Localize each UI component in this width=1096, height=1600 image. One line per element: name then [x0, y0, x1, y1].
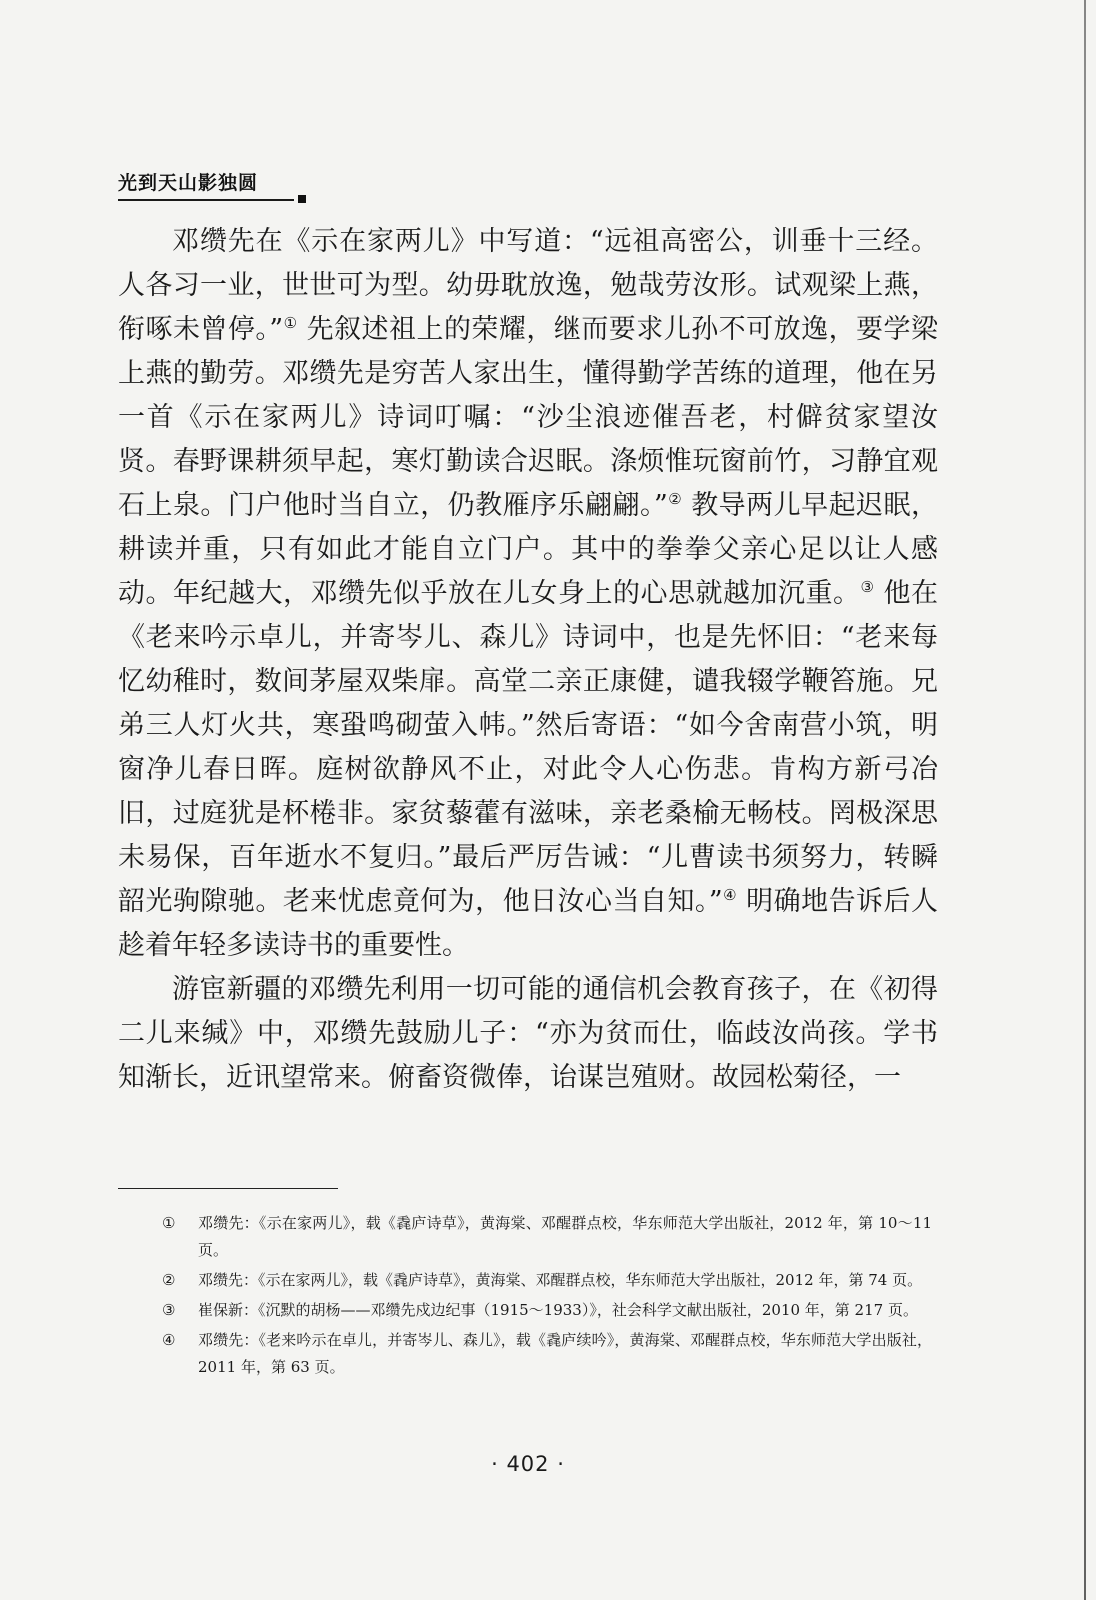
- paragraph-1-text-1: 邓缵先在《示在家两儿》中写道：“远祖高密公，训垂十三经。人各习一业，世世可为型。幼毋耽放逸，勉哉劳汝形。试观梁上燕，衔啄未曾停。”: [118, 226, 938, 345]
- footnote-text: 邓缵先：《示在家两儿》，载《毳庐诗草》，黄海棠、邓醒群点校，华东师范大学出版社，2012 年，第 10～11 页。: [198, 1214, 932, 1259]
- running-header: [118, 168, 294, 201]
- paragraph-1-text-2: 先叙述祖上的荣耀，继而要求儿孙不可放逸，要学梁上燕的勤劳。邓缵先是穷苦人家出生，懂得勤学苦练的道理，他在另一首《示在家两儿》诗词叮嘱：“沙尘浪迹催吾老，村僻贫家望汝贤。春野课耕须早起，寒灯勤读合迟眠。涤烦惟玩窗前竹，习静宜观石上泉。门户他时当自立，仍教雁序乐翩翩。”: [118, 314, 938, 521]
- page-number: · 402 ·: [491, 1452, 565, 1476]
- footnote-ref-2[interactable]: ②: [667, 490, 683, 508]
- footnote-mark: ④: [162, 1331, 176, 1349]
- footnote-item: [162, 1327, 932, 1381]
- footnote-mark: ②: [162, 1271, 176, 1289]
- paragraph-2: 游宦新疆的邓缵先利用一切可能的通信机会教育孩子，在《初得二儿来缄》中，邓缵先鼓励儿子：“亦为贫而仕，临歧汝尚孩。学书知渐长，近讯望常来。俯畜资微俸，诒谋岂殖财。故园松菊径，一: [118, 974, 938, 1093]
- header-square-marker: [298, 195, 306, 203]
- paragraph-1-text-3: 教导两儿早起迟眠，耕读并重，只有如此才能自立门户。其中的拳拳父亲心足以让人感动。年纪越大，邓缵先似乎放在儿女身上的心思就越加沉重。: [118, 490, 938, 609]
- body-text: [118, 220, 938, 1100]
- paragraph-1-text-4: 他在《老来吟示卓儿，并寄岑儿、森儿》诗词中，也是先怀旧：“老来每忆幼稚时，数间茅屋双柴扉。高堂二亲正康健，谴我辍学鞭笞施。兄弟三人灯火共，寒蛩鸣砌萤入帏。”然后寄语：“如今舍南营小筑，明窗净儿春日晖。庭树欲静风不止，对此令人心伤悲。肯构方新弓冶旧，过庭犹是杯棬非。家贫藜藿有滋味，亲老桑榆无畅枝。罔极深思未易保，百年逝水不复归。”最后严厉告诫：“儿曹读书须努力，转瞬韶光驹隙驰。老来忧虑竟何为，他日汝心当自知。”: [118, 578, 939, 917]
- footnote-ref-4[interactable]: ④: [722, 886, 738, 904]
- footnote-ref-1[interactable]: ①: [283, 314, 298, 332]
- paragraph-1-text-5: 明确地告诉后人趁着年轻多读诗书的重要性。: [118, 886, 938, 961]
- footnote-ref-3[interactable]: ③: [860, 578, 875, 596]
- footnote-separator: [118, 1188, 338, 1189]
- footnotes: [162, 1210, 932, 1384]
- footnote-text: 崔保新：《沉默的胡杨——邓缵先戍边纪事（1915～1933）》，社会科学文献出版社，2010 年，第 217 页。: [198, 1301, 918, 1319]
- footnote-item: [162, 1267, 932, 1294]
- running-header-title: 光到天山影独圆: [118, 172, 259, 194]
- paragraph-1: [118, 220, 938, 968]
- footnote-mark: ①: [162, 1214, 176, 1232]
- footnote-item: [162, 1297, 932, 1324]
- footnote-item: [162, 1210, 932, 1264]
- footnote-text: 邓缵先：《老来吟示在卓儿，并寄岑儿、森儿》，载《毳庐续吟》，黄海棠、邓醒群点校，华东师范大学出版社，2011 年，第 63 页。: [198, 1331, 932, 1376]
- footnote-text: 邓缵先：《示在家两儿》，载《毳庐诗草》，黄海棠、邓醒群点校，华东师范大学出版社，2012 年，第 74 页。: [198, 1271, 923, 1289]
- footnote-mark: ③: [162, 1301, 176, 1319]
- scan-edge-shadow: [1084, 0, 1086, 1600]
